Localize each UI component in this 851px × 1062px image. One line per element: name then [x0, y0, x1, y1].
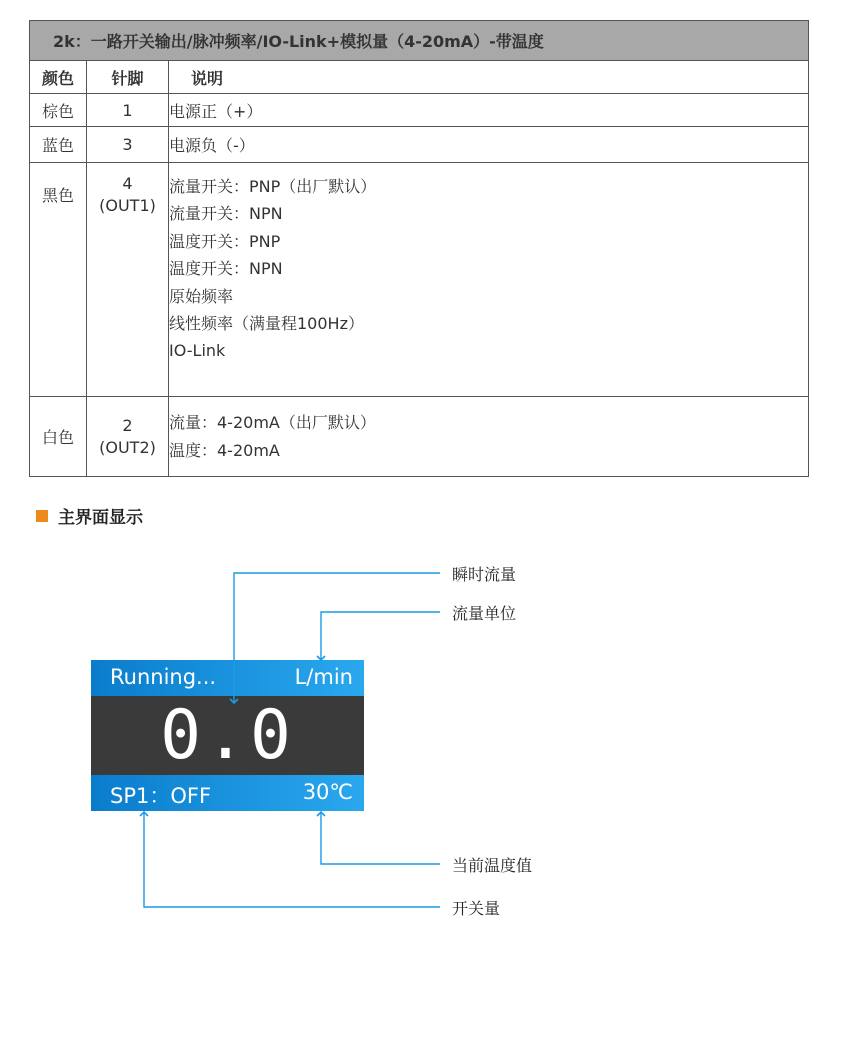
table-title: 2k：一路开关输出/脉冲频率/IO-Link+模拟量（4-20mA）-带温度 — [30, 21, 809, 61]
pin-output: (OUT1) — [99, 196, 156, 215]
desc-line: 流量开关：NPN — [169, 204, 283, 224]
wire-color: 黑色 — [30, 163, 87, 397]
desc-line: 线性频率（满量程100Hz） — [169, 313, 364, 333]
header-pin: 针脚 — [87, 61, 169, 94]
desc-line: 温度：4-20mA — [169, 440, 280, 460]
current-temp-label: 当前温度值 — [452, 856, 533, 875]
flow-value: 0.0 — [160, 696, 295, 775]
wire-color: 棕色 — [30, 94, 87, 127]
pin-number: 4 — [122, 174, 133, 193]
pin-description: 电源正（+） — [169, 94, 809, 127]
switch-arrow — [144, 812, 440, 907]
desc-line: 流量：4-20mA（出厂默认） — [169, 413, 376, 433]
desc-line: 温度开关：NPN — [169, 259, 283, 279]
section-title: 主界面显示 — [58, 508, 143, 528]
wire-color: 白色 — [30, 397, 87, 477]
flow-unit-label: 流量单位 — [452, 604, 517, 623]
pin-number: 2 — [122, 415, 133, 435]
desc-line: IO-Link — [169, 341, 226, 361]
flow-unit: L/min — [294, 665, 353, 689]
pin-output: (OUT2) — [99, 437, 156, 457]
pin-number: 3 — [87, 127, 169, 163]
desc-line: 流量开关：PNP（出厂默认） — [169, 177, 377, 196]
instant-flow-arrow — [234, 573, 440, 703]
pin-description: 电源负（-） — [169, 127, 809, 163]
current-temp-arrow — [321, 812, 440, 864]
flow-unit-arrow — [321, 612, 440, 660]
switch-status: SP1：OFF — [110, 784, 212, 808]
running-status: Running... — [110, 665, 217, 689]
pin-number: 1 — [87, 94, 169, 127]
wire-color: 蓝色 — [30, 127, 87, 163]
switch-label: 开关量 — [452, 899, 501, 918]
temperature-value: 30℃ — [302, 780, 353, 804]
desc-line: 原始频率 — [169, 286, 234, 306]
header-desc: 说明 — [169, 61, 809, 94]
desc-line: 温度开关：PNP — [169, 231, 281, 251]
header-color: 颜色 — [30, 61, 87, 94]
instant-flow-label: 瞬时流量 — [452, 565, 517, 584]
